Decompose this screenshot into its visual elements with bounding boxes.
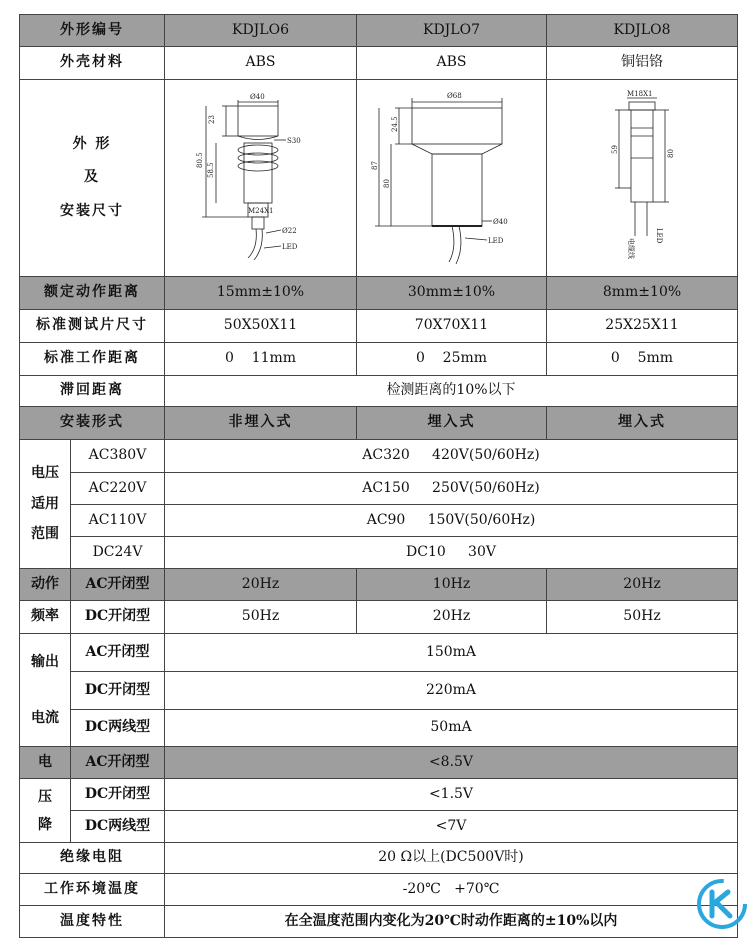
rated-distance-label: 额定动作距离: [20, 277, 165, 310]
dim-label: 23: [207, 115, 216, 124]
drawing-cell-kdjlo8: [547, 80, 738, 277]
output-current-row: [20, 634, 738, 672]
output-current-label: [20, 634, 71, 747]
voltage-drop-label: [20, 779, 71, 843]
voltage-type: AC110V: [71, 505, 165, 537]
test-piece-value: 50X50X11: [165, 310, 357, 343]
test-piece-value: 70X70X11: [357, 310, 547, 343]
frequency-value: 10Hz: [357, 569, 547, 601]
mounting-value: 埋入式: [357, 407, 547, 440]
voltage-range: DC10 30V: [165, 537, 738, 569]
dim-label: M24X1: [247, 207, 274, 215]
frequency-value: 20Hz: [547, 569, 738, 601]
dim-label: Ø40: [249, 93, 265, 101]
voltage-row: [20, 440, 738, 473]
output-current-label-line: 输出: [31, 654, 59, 670]
working-distance-value: 0 25mm: [357, 343, 547, 376]
ambient-temp-row: [20, 874, 738, 906]
model-kdjlo7: KDJLO7: [357, 15, 547, 47]
dim-label: 80: [382, 179, 391, 188]
frequency-type: DC开闭型: [71, 601, 165, 634]
voltage-drop-type: DC开闭型: [71, 779, 165, 811]
shape-label-line: 安装尺寸: [60, 202, 124, 219]
ambient-temp-value: -20℃ +70℃: [165, 874, 738, 906]
voltage-drop-value: <8.5V: [165, 747, 738, 779]
insulation-row: [20, 843, 738, 874]
insulation-label: 绝缘电阻: [20, 843, 165, 874]
voltage-drop-label-line: 压: [38, 788, 52, 805]
dim-label: 80.5: [195, 152, 204, 168]
test-piece-value: 25X25X11: [547, 310, 738, 343]
voltage-range: AC90 150V(50/60Hz): [165, 505, 738, 537]
voltage-drop-row: [20, 747, 738, 779]
test-piece-row: [20, 310, 738, 343]
ambient-temp-label: 工作环境温度: [20, 874, 165, 906]
output-current-label-line: 电流: [31, 710, 59, 726]
dim-label: 59: [611, 145, 619, 154]
dim-label: 24.5: [390, 116, 399, 132]
voltage-drop-type: AC开闭型: [71, 747, 165, 779]
voltage-drop-label-line: 降: [38, 816, 52, 833]
voltage-range: AC320 420V(50/60Hz): [165, 440, 738, 473]
dim-label: LED: [487, 237, 503, 245]
dim-label: S30: [286, 137, 301, 145]
voltage-label-line: 适用: [31, 495, 59, 512]
output-current-row: [20, 709, 738, 746]
voltage-label: [20, 440, 71, 569]
kdjlo8-drawing: [587, 88, 697, 268]
mounting-row: [20, 407, 738, 440]
shape-label-line: 外 形: [72, 135, 112, 152]
voltage-row: [20, 537, 738, 569]
frequency-row: [20, 569, 738, 601]
dim-label: 80: [667, 149, 675, 158]
frequency-row: [20, 601, 738, 634]
model-kdjlo6: KDJLO6: [165, 15, 357, 47]
rated-distance-value: 30mm±10%: [357, 277, 547, 310]
brand-logo-icon: [696, 878, 748, 930]
output-current-type: AC开闭型: [71, 634, 165, 672]
voltage-drop-value: <7V: [165, 811, 738, 843]
kdjlo7-drawing: [367, 88, 537, 268]
hysteresis-row: [20, 376, 738, 407]
hysteresis-value: 检测距离的10%以下: [165, 376, 738, 407]
shape-row: [20, 80, 738, 277]
dim-label: Ø40: [492, 218, 508, 226]
hysteresis-label: 滞回距离: [20, 376, 165, 407]
mounting-value: 埋入式: [547, 407, 738, 440]
kdjlo6-drawing: [186, 88, 336, 268]
voltage-drop-row: [20, 779, 738, 811]
voltage-row: [20, 473, 738, 505]
dim-label: M18X1: [627, 90, 653, 98]
working-distance-label: 标准工作距离: [20, 343, 165, 376]
working-distance-value: 0 11mm: [165, 343, 357, 376]
voltage-label-line: 范围: [31, 526, 59, 543]
housing-label: 外壳材料: [20, 47, 165, 80]
voltage-drop-row: [20, 811, 738, 843]
drawing-cell-kdjlo6: [165, 80, 357, 277]
working-distance-row: [20, 343, 738, 376]
frequency-value: 20Hz: [165, 569, 357, 601]
temp-characteristic-value: 在全温度范围内变化为20℃时动作距离的±10%以内: [165, 906, 738, 938]
dim-label: LED: [655, 228, 663, 244]
shape-label: [20, 80, 165, 277]
voltage-type: AC380V: [71, 440, 165, 473]
voltage-range: AC150 250V(50/60Hz): [165, 473, 738, 505]
housing-value: 铜铝铬: [547, 47, 738, 80]
voltage-row: [20, 505, 738, 537]
shape-label-line: 及: [84, 169, 100, 186]
test-piece-label: 标准测试片尺寸: [20, 310, 165, 343]
voltage-drop-type: DC两线型: [71, 811, 165, 843]
voltage-label-line: 电压: [31, 464, 59, 481]
working-distance-value: 0 5mm: [547, 343, 738, 376]
housing-value: ABS: [165, 47, 357, 80]
drawing-cell-kdjlo7: [357, 80, 547, 277]
mounting-label: 安装形式: [20, 407, 165, 440]
temp-characteristic-row: [20, 906, 738, 938]
spec-table: [19, 14, 738, 938]
output-current-row: [20, 672, 738, 709]
frequency-value: 50Hz: [547, 601, 738, 634]
housing-row: [20, 47, 738, 80]
dim-label: 58.5: [206, 162, 215, 178]
frequency-label: 频率: [20, 601, 71, 634]
mounting-value: 非埋入式: [165, 407, 357, 440]
temp-characteristic-label: 温度特性: [20, 906, 165, 938]
dim-label: Ø68: [446, 92, 462, 100]
header-row: [20, 15, 738, 47]
output-current-type: DC两线型: [71, 709, 165, 746]
model-kdjlo8: KDJLO8: [547, 15, 738, 47]
frequency-type: AC开闭型: [71, 569, 165, 601]
insulation-value: 20 Ω以上(DC500V时): [165, 843, 738, 874]
rated-distance-row: [20, 277, 738, 310]
output-current-value: 50mA: [165, 709, 738, 746]
voltage-type: AC220V: [71, 473, 165, 505]
voltage-drop-label: 电: [20, 747, 71, 779]
voltage-drop-value: <1.5V: [165, 779, 738, 811]
dim-label: Ø22: [281, 227, 297, 235]
rated-distance-value: 15mm±10%: [165, 277, 357, 310]
dim-label: 87: [370, 161, 379, 170]
dim-label: LED: [281, 243, 297, 251]
model-label: 外形编号: [20, 15, 165, 47]
housing-value: ABS: [357, 47, 547, 80]
frequency-label: 动作: [20, 569, 71, 601]
output-current-type: DC开闭型: [71, 672, 165, 709]
rated-distance-value: 8mm±10%: [547, 277, 738, 310]
dim-label: 电缆线: [627, 238, 635, 259]
output-current-value: 220mA: [165, 672, 738, 709]
output-current-value: 150mA: [165, 634, 738, 672]
voltage-type: DC24V: [71, 537, 165, 569]
frequency-value: 20Hz: [357, 601, 547, 634]
frequency-value: 50Hz: [165, 601, 357, 634]
